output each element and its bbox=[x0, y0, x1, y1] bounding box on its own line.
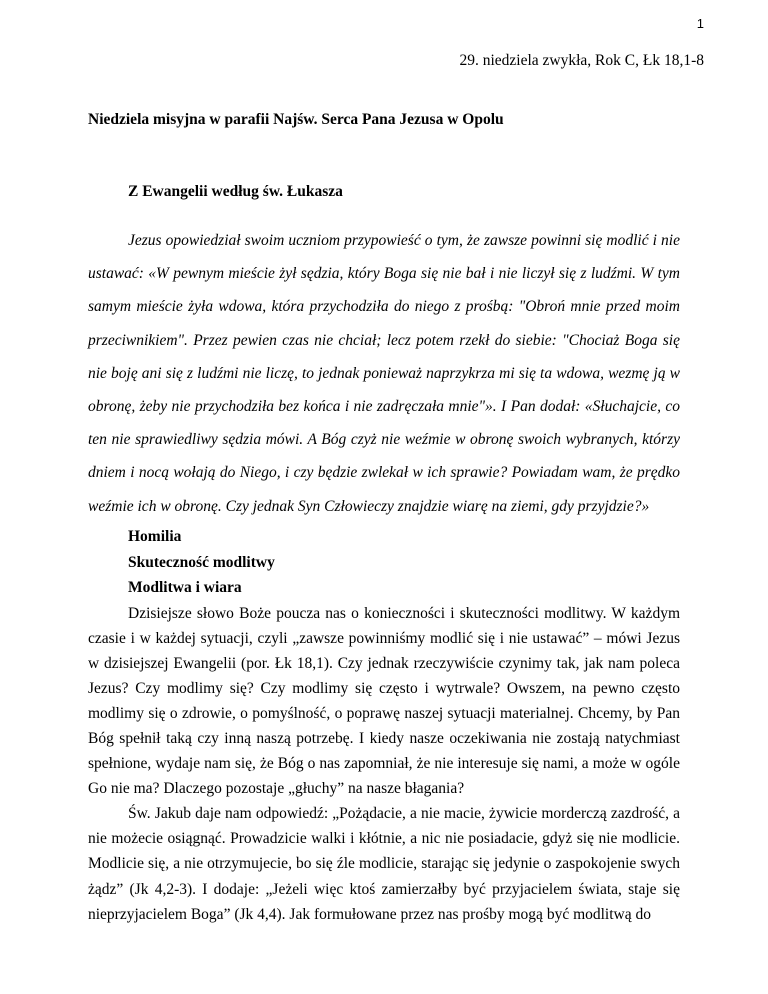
homily-section bbox=[88, 524, 680, 927]
homily-title: Skuteczność modlitwy bbox=[128, 553, 275, 571]
gospel-heading: Z Ewangelii według św. Łukasza bbox=[128, 183, 343, 200]
liturgical-reading-reference: 29. niedziela zwykła, Rok C, Łk 18,1-8 bbox=[459, 52, 704, 69]
homily-label: Homilia bbox=[128, 528, 182, 545]
page-number: 1 bbox=[696, 16, 704, 31]
homily-paragraph: Św. Jakub daje nam odpowiedź: „Pożądacie, a nie macie, żywicie morderczą zazdrość, a nie możecie osiągnąć. Prowadzicie walki i kłótnie, a nic nie posiadacie, gdyż się nie modlicie. Modlicie się, a nie otrzymujecie, bo się źle modlicie, starając się jedynie o zaspokojenie swych żądz” (Jk 4,2-3). I dodaje: „Jeżeli więc ktoś zamierzałby być przyjacielem świata, staje się nieprzyjacielem Boga” (Jk 4,4). Jak formułowane przez nas prośby mogą być modlitwą do bbox=[88, 805, 680, 923]
gospel-text: Jezus opowiedział swoim uczniom przypowieść o tym, że zawsze powinni się modlić i nie ustawać: «W pewnym mieście żył sędzia, który Boga się nie bał i nie liczył się z ludźmi. W tym samym mieście żyła wdowa, która przychodziła do niego z prośbą: "Obroń mnie przed moim przeciwnikiem". Przez pewien czas nie chciał; lecz potem rzekł do siebie: "Chociaż Boga się nie boję ani się z ludźmi nie liczę, to jednak ponieważ naprzykrza mi się ta wdowa, wezmę ją w obronę, żeby nie przychodziła bez końca i nie zadręczała mnie"». I Pan dodał: «Słuchajcie, co ten nie sprawiedliwy sędzia mówi. A Bóg czyż nie weźmie w obronę swoich wybranych, którzy dniem i nocą wołają do Niego, i czy będzie zwlekał w ich sprawie? Powiadam wam, że prędko weźmie ich w obronę. Czy jednak Syn Człowieczy znajdzie wiarę na ziemi, gdy przyjdzie?» bbox=[88, 232, 680, 515]
mission-sunday-title: Niedziela misyjna w parafii Najśw. Serca Pana Jezusa w Opolu bbox=[88, 111, 504, 128]
homily-paragraph: Dzisiejsze słowo Boże poucza nas o konieczności i skuteczności modlitwy. W każdym czasie i w każdej sytuacji, czyli „zawsze powinniśmy modlić się i nie ustawać” – mówi Jezus w dzisiejszej Ewangelii (por. Łk 18,1). Czy jednak rzeczywiście czynimy tak, jak nam poleca Jezus? Czy modlimy się? Czy modlimy się często i wytrwale? Owszem, na pewno często modlimy się o zdrowie, o pomyślność, o poprawę naszej sytuacji materialnej. Chcemy, by Pan Bóg spełnił taką czy inną naszą potrzebę. I kiedy nasze oczekiwania nie zostają natychmiast spełnione, wydaje nam się, że Bóg o nas zapomniał, że nie interesuje się nami, a może w ogóle Go nie ma? Dlaczego pozostaje „głuchy” na nasze błagania? bbox=[88, 604, 680, 798]
homily-subtitle: Modlitwa i wiara bbox=[128, 579, 242, 596]
